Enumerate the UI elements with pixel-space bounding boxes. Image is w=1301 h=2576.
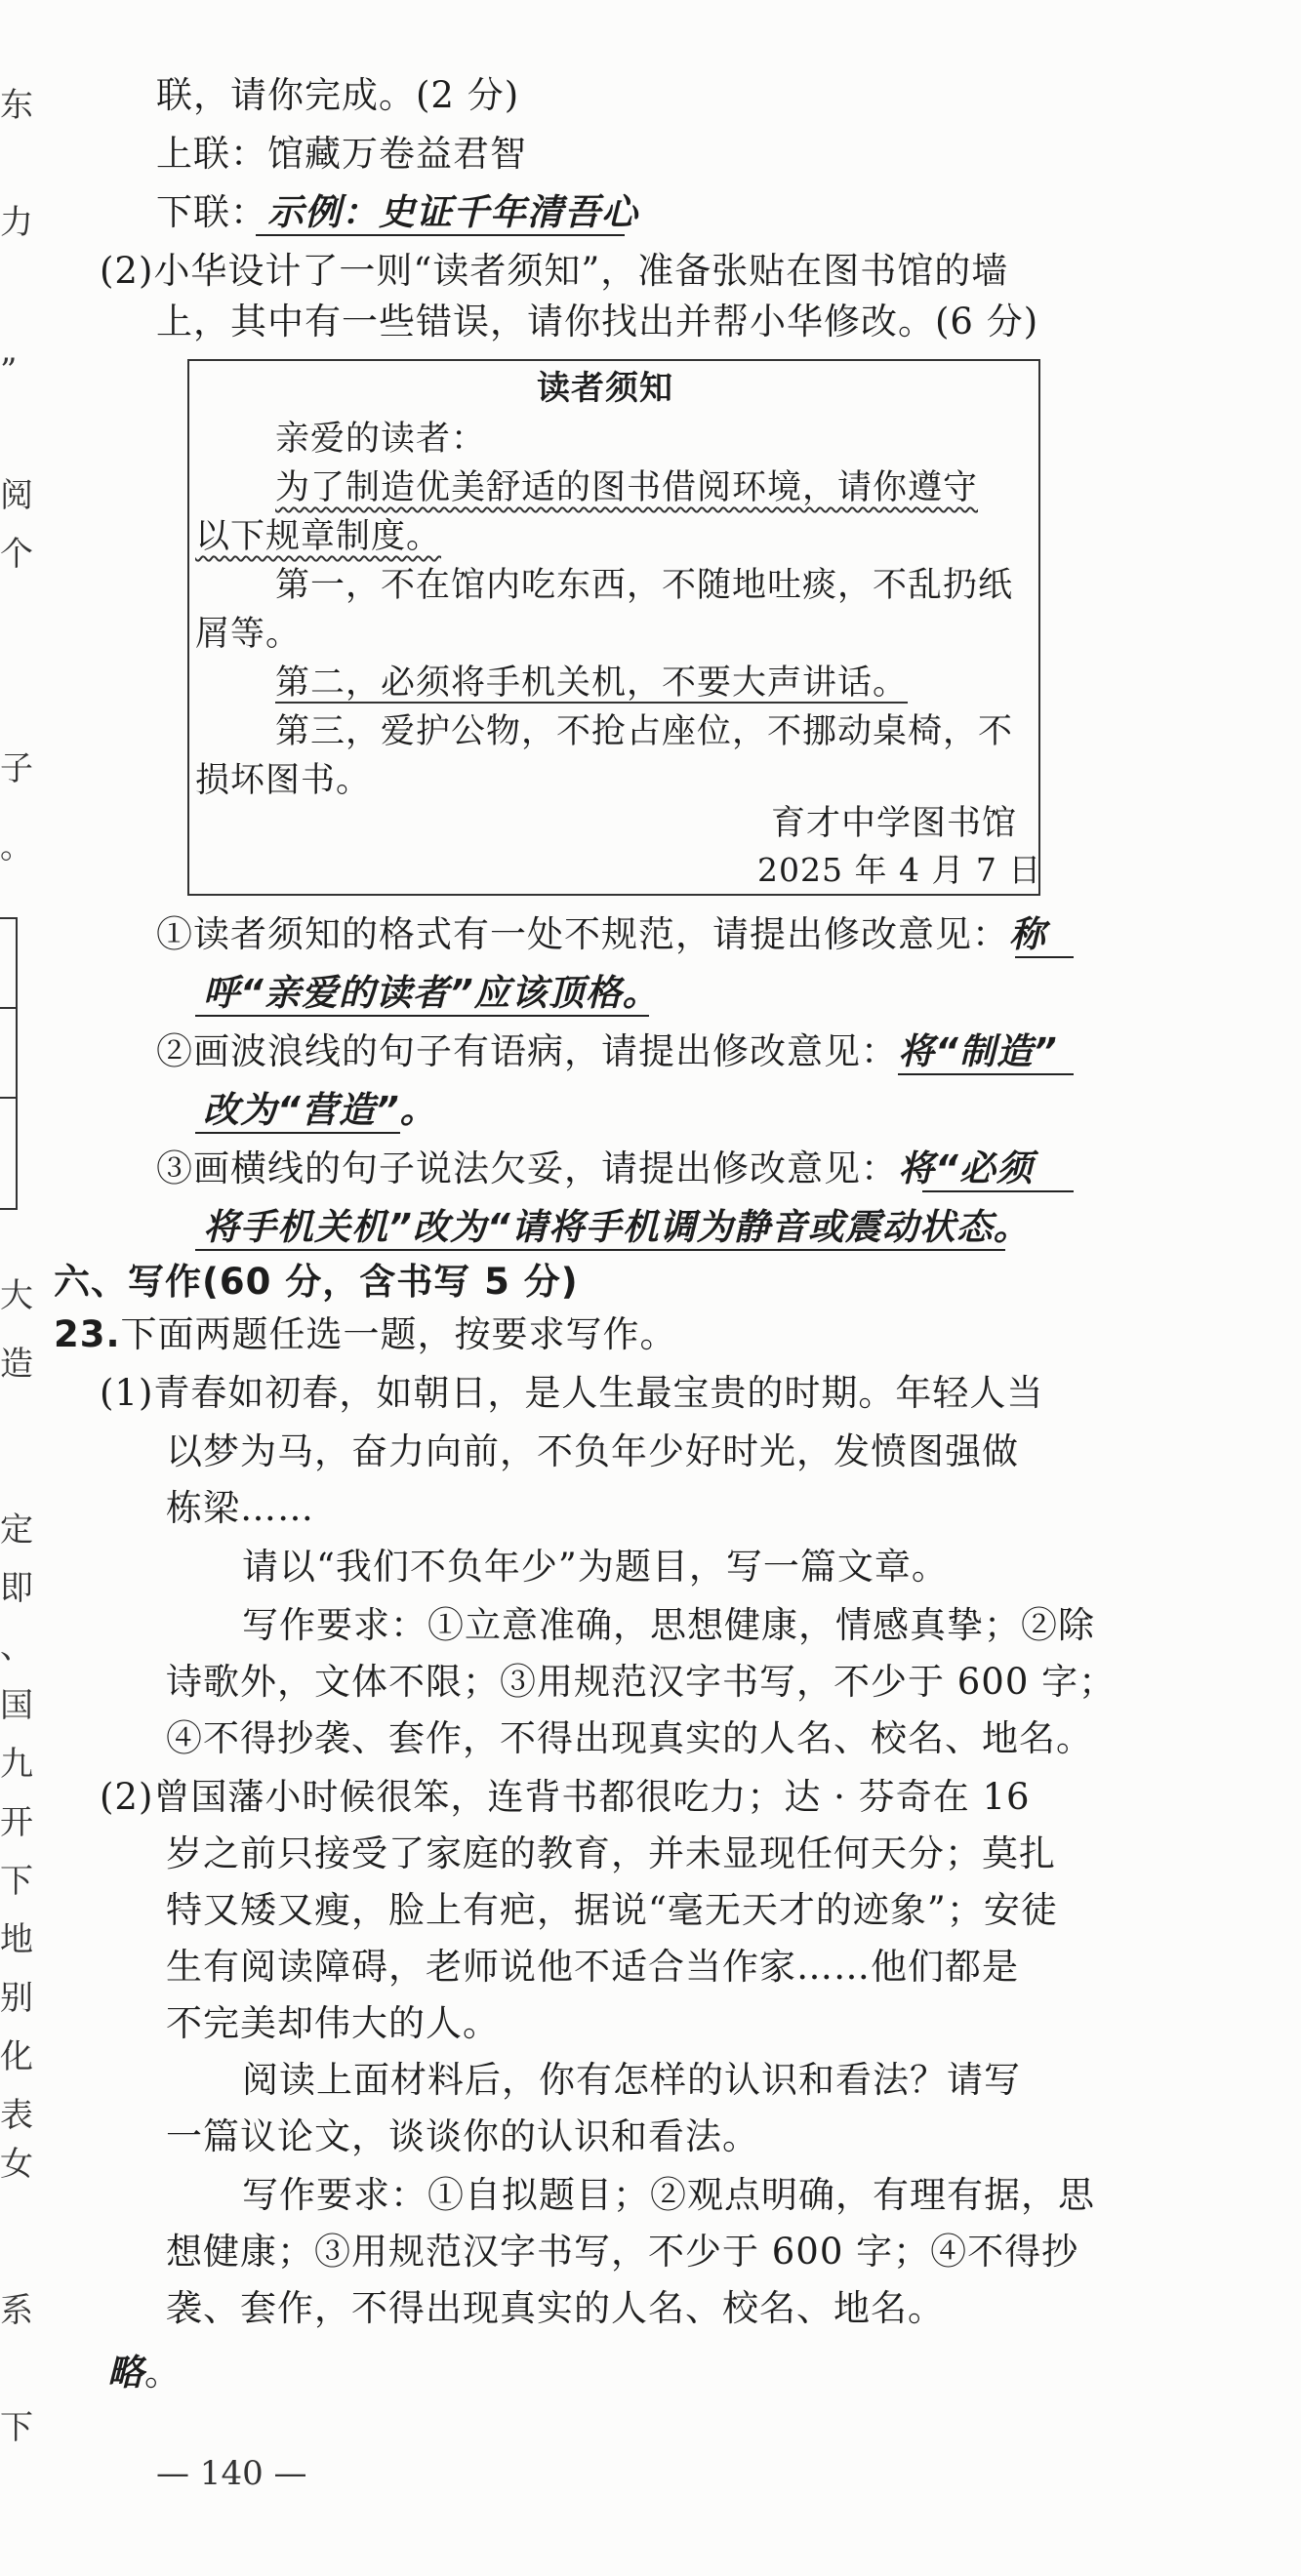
opt1-line3: 栋梁……: [166, 1487, 314, 1529]
notice-rule1-line1: 第一，不在馆内吃东西，不随地吐痰，不乱扔纸: [275, 566, 1014, 605]
lower-couplet: [156, 187, 638, 238]
notice-rule3-line1: 第三，爱护公物，不抢占座位，不挪动桌椅，不: [275, 712, 1014, 751]
notice-date: 2025 年 4 月 7 日: [757, 851, 1042, 889]
q22-sub2-line1: (2)小华设计了一则“读者须知”，准备张贴在图书馆的墙: [100, 250, 1009, 292]
page-number: — 140 —: [156, 2454, 307, 2493]
q23-number: 23.: [54, 1313, 121, 1355]
item1-answer-part1: 称: [1009, 913, 1046, 955]
margin-char: 。: [0, 827, 33, 866]
opt2-line3: 特又矮又瘦，脸上有疤，据说“毫无天才的迹象”；安徒: [166, 1889, 1058, 1931]
answer-underline: [195, 1132, 400, 1134]
opt2-line4: 生有阅读障碍，老师说他不适合当作家……他们都是: [166, 1946, 1019, 1988]
margin-char: 下: [0, 2408, 33, 2447]
upper-couplet-label: 上联：: [156, 133, 267, 175]
answer-underline: [922, 1190, 1074, 1192]
margin-char: ”: [0, 351, 18, 390]
item3-answer-part2: 将手机关机”改为“请将手机调为静音或震动状态。: [203, 1206, 1031, 1248]
notice-greeting: 亲爱的读者：: [275, 420, 487, 459]
margin-char: 下: [0, 1862, 33, 1901]
margin-char: 地: [0, 1920, 33, 1959]
margin-char: 大: [0, 1276, 33, 1315]
margin-char: 系: [0, 2291, 33, 2330]
item1-question-text: ①读者须知的格式有一处不规范，请提出修改意见：: [156, 913, 1009, 955]
margin-char: 即: [0, 1569, 33, 1608]
section6-heading: 六、写作(60 分，含书写 5 分): [54, 1261, 579, 1303]
notice-wavy-line2: 以下规章制度。: [195, 517, 442, 556]
opt2-req2: 想健康；③用规范汉字书写，不少于 600 字；④不得抄: [166, 2231, 1079, 2273]
answer-omitted-word: 略: [107, 2352, 144, 2394]
opt1-line4: 请以“我们不负年少”为题目，写一篇文章。: [242, 1546, 949, 1588]
item3-question: [156, 1144, 1034, 1194]
margin-char: 别: [0, 1979, 33, 2018]
notice-rule3-line2: 损坏图书。: [195, 761, 372, 800]
opt2-req1: 写作要求：①自拟题目；②观点明确，有理有据，思: [242, 2174, 1095, 2216]
item2-answer-part2: 改为“营造”。: [203, 1089, 437, 1131]
margin-char: 造: [0, 1345, 33, 1384]
opt1-line1: (1)青春如初春，如朝日，是人生最宝贵的时期。年轻人当: [100, 1372, 1044, 1414]
margin-char: 个: [0, 535, 33, 574]
opt1-req2: 诗歌外，文体不限；③用规范汉字书写，不少于 600 字；: [166, 1661, 1117, 1703]
notice-rule1-line2: 屑等。: [195, 615, 302, 654]
margin-char: 阅: [0, 476, 33, 515]
margin-char: 、: [0, 1628, 33, 1667]
notice-signature: 育才中学图书馆: [771, 804, 1018, 843]
q23-stem: [54, 1309, 677, 1360]
item2-question: [156, 1026, 1058, 1077]
q22-sub2-line2: 上，其中有一些错误，请你找出并帮小华修改。(6 分): [156, 301, 1039, 342]
lower-couplet-label: 下联：: [156, 191, 267, 233]
item1-question: [156, 909, 1046, 960]
opt2-line6: 阅读上面材料后，你有怎样的认识和看法？请写: [242, 2059, 1021, 2101]
item3-answer-part1: 将“必须: [898, 1147, 1034, 1189]
margin-char: 九: [0, 1745, 33, 1784]
upper-couplet: [156, 129, 527, 180]
q23-stem-text: 下面两题任选一题，按要求写作。: [120, 1313, 677, 1355]
margin-char: 子: [0, 749, 33, 788]
upper-couplet-text: 馆藏万卷益君智: [267, 133, 527, 175]
opt1-line2: 以梦为马，奋力向前，不负年少好时光，发愤图强做: [166, 1430, 1019, 1472]
opt2-line2: 岁之前只接受了家庭的教育，并未显现任何天分；莫扎: [166, 1832, 1056, 1874]
opt2-line1: (2)曾国藩小时候很笨，连背书都很吃力；达 · 芬奇在 16: [100, 1776, 1031, 1818]
answer-underline: [256, 234, 625, 236]
margin-char: 东: [0, 86, 33, 125]
answer-underline: [898, 1073, 1074, 1075]
margin-char: 化: [0, 2037, 33, 2076]
answer-underline: [1015, 956, 1074, 958]
opt2-line5: 不完美却伟大的人。: [166, 2002, 500, 2044]
notice-rule2: 第二，必须将手机关机，不要大声讲话。: [275, 664, 909, 703]
margin-char: 开: [0, 1803, 33, 1842]
q22-intro-line: 联，请你完成。(2 分): [156, 74, 520, 116]
item2-answer-part1: 将“制造”: [898, 1030, 1058, 1072]
margin-char: 定: [0, 1510, 33, 1550]
opt2-req3: 袭、套作，不得出现真实的人名、校名、地名。: [166, 2287, 945, 2329]
margin-table-fragment: [0, 917, 18, 1210]
answer-omitted-period: 。: [144, 2352, 182, 2394]
margin-char: 女: [0, 2145, 33, 2184]
item2-question-text: ②画波浪线的句子有语病，请提出修改意见：: [156, 1030, 898, 1072]
item1-answer-part2: 呼“亲爱的读者”应该顶格。: [203, 972, 660, 1014]
answer-underline: [195, 1015, 649, 1017]
margin-char: 国: [0, 1686, 33, 1725]
notice-title: 读者须知: [537, 369, 673, 408]
margin-char: 表: [0, 2096, 33, 2135]
notice-wavy-line1: 为了制造优美舒适的图书借阅环境，请你遵守: [275, 468, 979, 507]
answer-underline: [195, 1249, 1005, 1251]
item3-question-text: ③画横线的句子说法欠妥，请提出修改意见：: [156, 1147, 898, 1189]
answer-omitted: [107, 2348, 182, 2398]
opt1-req3: ④不得抄袭、套作，不得出现真实的人名、校名、地名。: [166, 1717, 1093, 1759]
opt2-line7: 一篇议论文，谈谈你的认识和看法。: [166, 2115, 759, 2157]
opt1-req1: 写作要求：①立意准确，思想健康，情感真挚；②除: [242, 1604, 1095, 1646]
margin-char: 力: [0, 203, 33, 242]
lower-couplet-answer: 示例：史证千年清吾心: [267, 191, 638, 233]
